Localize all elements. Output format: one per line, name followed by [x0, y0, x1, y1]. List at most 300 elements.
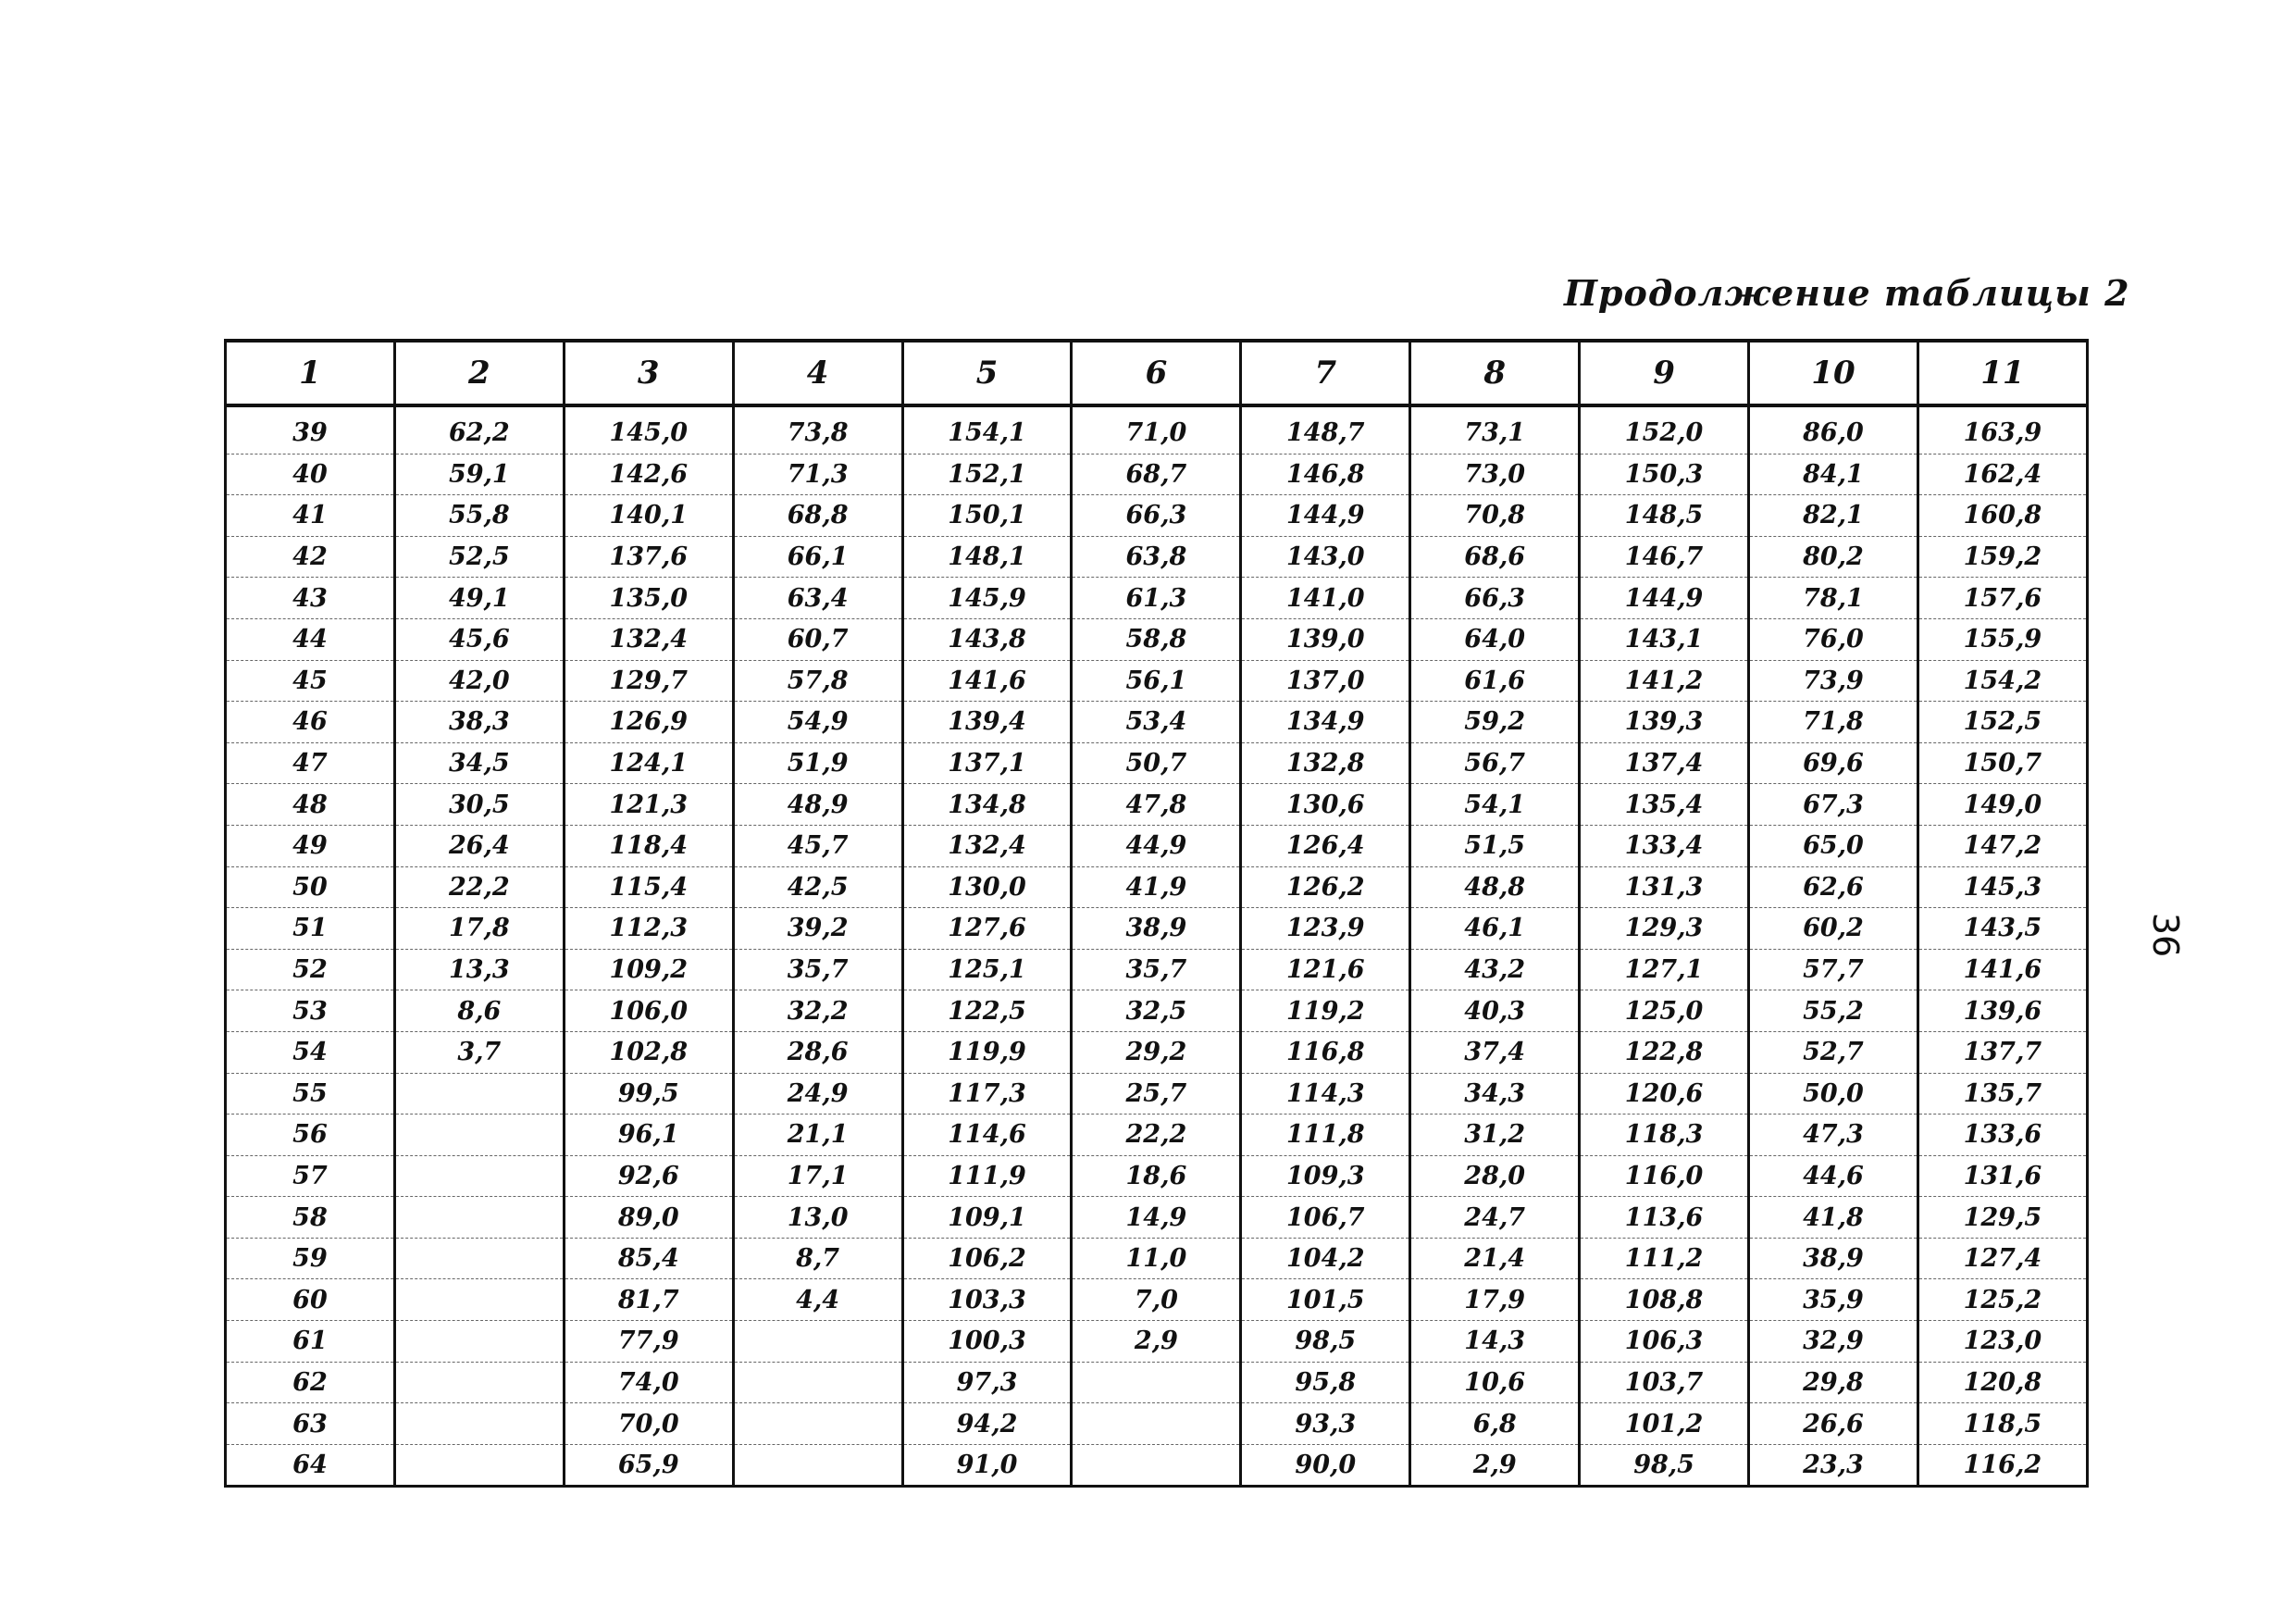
table-cell: 47	[226, 742, 395, 784]
table-cell: 54,9	[733, 702, 902, 743]
table-cell: 127,4	[1917, 1238, 2087, 1279]
page-number: 36	[2145, 912, 2186, 958]
table-cell: 17,8	[394, 908, 564, 950]
table-cell: 108,8	[1580, 1279, 1749, 1321]
table-cell: 17,1	[733, 1155, 902, 1197]
table-cell: 13,3	[394, 949, 564, 990]
table-cell: 92,6	[564, 1155, 733, 1197]
table-cell: 125,2	[1917, 1279, 2087, 1321]
table-cell: 102,8	[564, 1031, 733, 1073]
table-cell: 116,2	[1917, 1444, 2087, 1487]
table-cell: 62,6	[1749, 866, 1918, 908]
table-cell: 116,0	[1580, 1155, 1749, 1197]
table-row	[226, 1321, 2088, 1363]
table-cell: 146,7	[1580, 536, 1749, 578]
table-cell: 50,0	[1749, 1073, 1918, 1115]
table-cell: 111,8	[1241, 1115, 1410, 1156]
table-cell: 106,0	[564, 990, 733, 1032]
table-row	[226, 578, 2088, 619]
table-cell: 154,2	[1917, 660, 2087, 702]
table-cell: 46,1	[1410, 908, 1580, 950]
table-cell: 118,3	[1580, 1115, 1749, 1156]
column-header-3: 3	[564, 341, 733, 405]
table-cell: 142,6	[564, 454, 733, 495]
table-cell: 52	[226, 949, 395, 990]
table-cell: 38,9	[1072, 908, 1241, 950]
column-header-10: 10	[1749, 341, 1918, 405]
table-cell: 32,5	[1072, 990, 1241, 1032]
table-cell: 42,5	[733, 866, 902, 908]
table-cell: 100,3	[902, 1321, 1072, 1363]
table-cell: 11,0	[1072, 1238, 1241, 1279]
table-cell: 51	[226, 908, 395, 950]
table-cell: 14,9	[1072, 1197, 1241, 1239]
table-cell: 141,6	[902, 660, 1072, 702]
table-cell: 98,5	[1580, 1444, 1749, 1487]
table-cell: 130,6	[1241, 784, 1410, 826]
table-cell: 80,2	[1749, 536, 1918, 578]
table-cell: 50,7	[1072, 742, 1241, 784]
table-body	[226, 405, 2088, 1487]
table-cell: 73,0	[1410, 454, 1580, 495]
table-cell: 54	[226, 1031, 395, 1073]
table-cell: 148,7	[1241, 405, 1410, 454]
table-cell: 56	[226, 1115, 395, 1156]
table-row	[226, 990, 2088, 1032]
table-row	[226, 784, 2088, 826]
table-cell: 42	[226, 536, 395, 578]
table-cell: 163,9	[1917, 405, 2087, 454]
table-cell: 50	[226, 866, 395, 908]
table-row	[226, 405, 2088, 454]
column-header-11: 11	[1917, 341, 2087, 405]
table-cell: 25,7	[1072, 1073, 1241, 1115]
table-cell: 56,1	[1072, 660, 1241, 702]
table-cell	[1072, 1362, 1241, 1403]
table-cell: 18,6	[1072, 1155, 1241, 1197]
table-cell: 126,9	[564, 702, 733, 743]
table-cell: 119,9	[902, 1031, 1072, 1073]
table-cell: 53,4	[1072, 702, 1241, 743]
table-cell: 101,5	[1241, 1279, 1410, 1321]
table-cell: 68,6	[1410, 536, 1580, 578]
table-cell	[394, 1444, 564, 1487]
table-cell: 125,1	[902, 949, 1072, 990]
table-cell: 77,9	[564, 1321, 733, 1363]
table-cell: 97,3	[902, 1362, 1072, 1403]
table-cell: 21,4	[1410, 1238, 1580, 1279]
table-cell: 145,3	[1917, 866, 2087, 908]
table-cell: 93,3	[1241, 1403, 1410, 1445]
table-cell: 59,2	[1410, 702, 1580, 743]
table-cell: 47,3	[1749, 1115, 1918, 1156]
column-header-6: 6	[1072, 341, 1241, 405]
table-cell: 137,7	[1917, 1031, 2087, 1073]
table-cell: 3,7	[394, 1031, 564, 1073]
table-cell: 118,5	[1917, 1403, 2087, 1445]
table-cell: 69,6	[1749, 742, 1918, 784]
table-cell: 91,0	[902, 1444, 1072, 1487]
table-row	[226, 1073, 2088, 1115]
table-cell: 130,0	[902, 866, 1072, 908]
table-cell: 114,6	[902, 1115, 1072, 1156]
table-cell: 35,7	[733, 949, 902, 990]
table-cell: 103,3	[902, 1279, 1072, 1321]
table-cell: 154,1	[902, 405, 1072, 454]
table-cell	[394, 1279, 564, 1321]
table-cell: 41,9	[1072, 866, 1241, 908]
table-cell: 106,3	[1580, 1321, 1749, 1363]
table-cell: 52,5	[394, 536, 564, 578]
table-cell: 74,0	[564, 1362, 733, 1403]
table-cell: 132,8	[1241, 742, 1410, 784]
table-cell: 139,4	[902, 702, 1072, 743]
table-cell: 54,1	[1410, 784, 1580, 826]
table-cell	[394, 1073, 564, 1115]
table-cell: 32,2	[733, 990, 902, 1032]
table-cell: 70,0	[564, 1403, 733, 1445]
table-cell: 157,6	[1917, 578, 2087, 619]
table-cell: 42,0	[394, 660, 564, 702]
table-cell: 4,4	[733, 1279, 902, 1321]
table-cell: 120,6	[1580, 1073, 1749, 1115]
table-cell: 152,0	[1580, 405, 1749, 454]
table-cell: 56,7	[1410, 742, 1580, 784]
table-cell: 135,7	[1917, 1073, 2087, 1115]
table-cell: 139,3	[1580, 702, 1749, 743]
column-header-4: 4	[733, 341, 902, 405]
table-cell: 101,2	[1580, 1403, 1749, 1445]
table-cell: 111,2	[1580, 1238, 1749, 1279]
table-row	[226, 495, 2088, 537]
table-cell: 60,7	[733, 618, 902, 660]
table-cell: 106,2	[902, 1238, 1072, 1279]
table-cell: 109,1	[902, 1197, 1072, 1239]
table-cell: 67,3	[1749, 784, 1918, 826]
table-cell: 71,3	[733, 454, 902, 495]
table-cell: 85,4	[564, 1238, 733, 1279]
table-cell: 131,6	[1917, 1155, 2087, 1197]
table-cell: 8,7	[733, 1238, 902, 1279]
table-cell: 8,6	[394, 990, 564, 1032]
table-cell: 150,7	[1917, 742, 2087, 784]
table-cell: 76,0	[1749, 618, 1918, 660]
table-cell: 125,0	[1580, 990, 1749, 1032]
table-cell: 38,3	[394, 702, 564, 743]
table-cell: 160,8	[1917, 495, 2087, 537]
table-cell: 57,8	[733, 660, 902, 702]
table-cell: 7,0	[1072, 1279, 1241, 1321]
table-row	[226, 618, 2088, 660]
table-cell: 14,3	[1410, 1321, 1580, 1363]
table-cell: 148,5	[1580, 495, 1749, 537]
table-cell	[733, 1321, 902, 1363]
table-cell: 55,8	[394, 495, 564, 537]
table-cell: 129,7	[564, 660, 733, 702]
table-cell: 117,3	[902, 1073, 1072, 1115]
table-cell: 23,3	[1749, 1444, 1918, 1487]
table-cell: 113,6	[1580, 1197, 1749, 1239]
column-header-2: 2	[394, 341, 564, 405]
table-cell: 162,4	[1917, 454, 2087, 495]
table-cell: 123,9	[1241, 908, 1410, 950]
table-cell: 65,9	[564, 1444, 733, 1487]
table-cell: 44	[226, 618, 395, 660]
table-cell: 51,9	[733, 742, 902, 784]
table-cell: 134,8	[902, 784, 1072, 826]
table-cell: 159,2	[1917, 536, 2087, 578]
table-row	[226, 1403, 2088, 1445]
table-row	[226, 1115, 2088, 1156]
table-cell	[394, 1155, 564, 1197]
table-cell: 49,1	[394, 578, 564, 619]
table-cell: 121,6	[1241, 949, 1410, 990]
table-cell: 98,5	[1241, 1321, 1410, 1363]
table-cell: 141,0	[1241, 578, 1410, 619]
table-cell: 82,1	[1749, 495, 1918, 537]
column-header-5: 5	[902, 341, 1072, 405]
table-cell: 62	[226, 1362, 395, 1403]
table-cell: 86,0	[1749, 405, 1918, 454]
table-cell: 68,7	[1072, 454, 1241, 495]
table-cell: 6,8	[1410, 1403, 1580, 1445]
table-cell: 147,2	[1917, 825, 2087, 866]
table-cell: 48,8	[1410, 866, 1580, 908]
table-cell: 29,2	[1072, 1031, 1241, 1073]
table-cell: 37,4	[1410, 1031, 1580, 1073]
table-cell: 131,3	[1580, 866, 1749, 908]
table-cell: 106,7	[1241, 1197, 1410, 1239]
column-header-7: 7	[1241, 341, 1410, 405]
table-cell: 144,9	[1580, 578, 1749, 619]
table-cell: 43,2	[1410, 949, 1580, 990]
table-cell: 55,2	[1749, 990, 1918, 1032]
table-cell: 137,0	[1241, 660, 1410, 702]
table-row	[226, 536, 2088, 578]
table-cell: 122,8	[1580, 1031, 1749, 1073]
table-cell: 10,6	[1410, 1362, 1580, 1403]
table-cell: 118,4	[564, 825, 733, 866]
table-cell: 73,1	[1410, 405, 1580, 454]
table-cell: 41	[226, 495, 395, 537]
table-cell: 40,3	[1410, 990, 1580, 1032]
table-caption: Продолжение таблицы 2	[1564, 272, 2130, 314]
table-cell: 59,1	[394, 454, 564, 495]
table-cell: 65,0	[1749, 825, 1918, 866]
table-cell: 34,3	[1410, 1073, 1580, 1115]
table-cell: 137,6	[564, 536, 733, 578]
table-cell: 63	[226, 1403, 395, 1445]
table-header-row	[226, 341, 2088, 405]
table-cell: 2,9	[1410, 1444, 1580, 1487]
table-cell: 103,7	[1580, 1362, 1749, 1403]
table-cell: 95,8	[1241, 1362, 1410, 1403]
table-cell: 121,3	[564, 784, 733, 826]
table-cell	[394, 1238, 564, 1279]
table-cell: 70,8	[1410, 495, 1580, 537]
table-cell: 26,6	[1749, 1403, 1918, 1445]
table-cell: 61,3	[1072, 578, 1241, 619]
table-row	[226, 825, 2088, 866]
table-cell: 133,4	[1580, 825, 1749, 866]
table-cell: 139,6	[1917, 990, 2087, 1032]
table-cell: 44,9	[1072, 825, 1241, 866]
table-cell: 22,2	[1072, 1115, 1241, 1156]
table-cell: 143,1	[1580, 618, 1749, 660]
table-cell: 59	[226, 1238, 395, 1279]
table-cell: 143,5	[1917, 908, 2087, 950]
table-cell: 127,1	[1580, 949, 1749, 990]
table-cell: 115,4	[564, 866, 733, 908]
table-cell: 135,4	[1580, 784, 1749, 826]
table-cell: 30,5	[394, 784, 564, 826]
table-cell: 99,5	[564, 1073, 733, 1115]
table-cell: 150,1	[902, 495, 1072, 537]
table-cell: 123,0	[1917, 1321, 2087, 1363]
table-cell: 109,2	[564, 949, 733, 990]
table-cell: 57,7	[1749, 949, 1918, 990]
table-cell: 66,1	[733, 536, 902, 578]
table-cell: 40	[226, 454, 395, 495]
table-cell	[394, 1321, 564, 1363]
table-cell: 73,8	[733, 405, 902, 454]
table-cell	[733, 1362, 902, 1403]
table-cell: 61,6	[1410, 660, 1580, 702]
table-cell: 44,6	[1749, 1155, 1918, 1197]
table-cell: 124,1	[564, 742, 733, 784]
table-cell: 32,9	[1749, 1321, 1918, 1363]
table-cell: 13,0	[733, 1197, 902, 1239]
table-cell: 60	[226, 1279, 395, 1321]
table-cell: 71,0	[1072, 405, 1241, 454]
table-cell: 120,8	[1917, 1362, 2087, 1403]
table-cell: 60,2	[1749, 908, 1918, 950]
table-cell	[394, 1115, 564, 1156]
table-cell: 104,2	[1241, 1238, 1410, 1279]
table-row	[226, 1444, 2088, 1487]
table-cell: 155,9	[1917, 618, 2087, 660]
table-cell: 38,9	[1749, 1238, 1918, 1279]
table-cell: 49	[226, 825, 395, 866]
table-row	[226, 1155, 2088, 1197]
table-cell: 111,9	[902, 1155, 1072, 1197]
table-cell	[1072, 1403, 1241, 1445]
table-cell	[733, 1403, 902, 1445]
table-cell: 140,1	[564, 495, 733, 537]
table-cell: 145,9	[902, 578, 1072, 619]
table-cell: 43	[226, 578, 395, 619]
table-cell: 21,1	[733, 1115, 902, 1156]
table-cell: 152,5	[1917, 702, 2087, 743]
table-cell: 116,8	[1241, 1031, 1410, 1073]
table-cell: 89,0	[564, 1197, 733, 1239]
table-cell: 81,7	[564, 1279, 733, 1321]
table-cell: 112,3	[564, 908, 733, 950]
table-cell: 135,0	[564, 578, 733, 619]
table-row	[226, 1362, 2088, 1403]
table-cell: 31,2	[1410, 1115, 1580, 1156]
table-cell: 2,9	[1072, 1321, 1241, 1363]
table-cell: 137,1	[902, 742, 1072, 784]
table-cell: 152,1	[902, 454, 1072, 495]
table-cell: 134,9	[1241, 702, 1410, 743]
table-cell: 133,6	[1917, 1115, 2087, 1156]
table-row	[226, 908, 2088, 950]
table-cell: 34,5	[394, 742, 564, 784]
column-header-8: 8	[1410, 341, 1580, 405]
table-cell: 48	[226, 784, 395, 826]
table-cell: 146,8	[1241, 454, 1410, 495]
table-cell: 26,4	[394, 825, 564, 866]
table-cell: 127,6	[902, 908, 1072, 950]
table-cell: 90,0	[1241, 1444, 1410, 1487]
table-row	[226, 949, 2088, 990]
table-cell: 139,0	[1241, 618, 1410, 660]
table-cell: 63,8	[1072, 536, 1241, 578]
table-cell: 35,7	[1072, 949, 1241, 990]
table-cell: 96,1	[564, 1115, 733, 1156]
table-cell: 48,9	[733, 784, 902, 826]
table-cell	[394, 1197, 564, 1239]
table-cell: 52,7	[1749, 1031, 1918, 1073]
table-row	[226, 702, 2088, 743]
table-cell: 57	[226, 1155, 395, 1197]
table-cell	[394, 1362, 564, 1403]
table-cell	[733, 1444, 902, 1487]
table-cell: 66,3	[1410, 578, 1580, 619]
table-row	[226, 742, 2088, 784]
table-cell: 129,3	[1580, 908, 1749, 950]
table-cell: 35,9	[1749, 1279, 1918, 1321]
table-cell: 55	[226, 1073, 395, 1115]
column-header-1: 1	[226, 341, 395, 405]
table-cell: 126,2	[1241, 866, 1410, 908]
table-cell: 129,5	[1917, 1197, 2087, 1239]
table-cell: 149,0	[1917, 784, 2087, 826]
table-cell: 47,8	[1072, 784, 1241, 826]
table-cell: 119,2	[1241, 990, 1410, 1032]
table-row	[226, 1279, 2088, 1321]
table-cell: 64,0	[1410, 618, 1580, 660]
table-cell: 46	[226, 702, 395, 743]
table-cell: 58	[226, 1197, 395, 1239]
table-cell: 28,6	[733, 1031, 902, 1073]
table-cell: 22,2	[394, 866, 564, 908]
table-cell: 41,8	[1749, 1197, 1918, 1239]
table-cell: 45	[226, 660, 395, 702]
table-row	[226, 1031, 2088, 1073]
table-row	[226, 866, 2088, 908]
table-cell: 53	[226, 990, 395, 1032]
table-cell: 137,4	[1580, 742, 1749, 784]
table-cell: 114,3	[1241, 1073, 1410, 1115]
table-cell: 64	[226, 1444, 395, 1487]
table-cell: 45,7	[733, 825, 902, 866]
table-cell: 68,8	[733, 495, 902, 537]
table-cell: 17,9	[1410, 1279, 1580, 1321]
table-cell: 143,0	[1241, 536, 1410, 578]
table-cell: 73,9	[1749, 660, 1918, 702]
data-table	[224, 339, 2089, 1488]
column-header-9: 9	[1580, 341, 1749, 405]
table-cell: 24,9	[733, 1073, 902, 1115]
table-cell	[1072, 1444, 1241, 1487]
table-cell	[394, 1403, 564, 1445]
table-cell: 24,7	[1410, 1197, 1580, 1239]
table-cell: 148,1	[902, 536, 1072, 578]
table-cell: 61	[226, 1321, 395, 1363]
table-cell: 109,3	[1241, 1155, 1410, 1197]
